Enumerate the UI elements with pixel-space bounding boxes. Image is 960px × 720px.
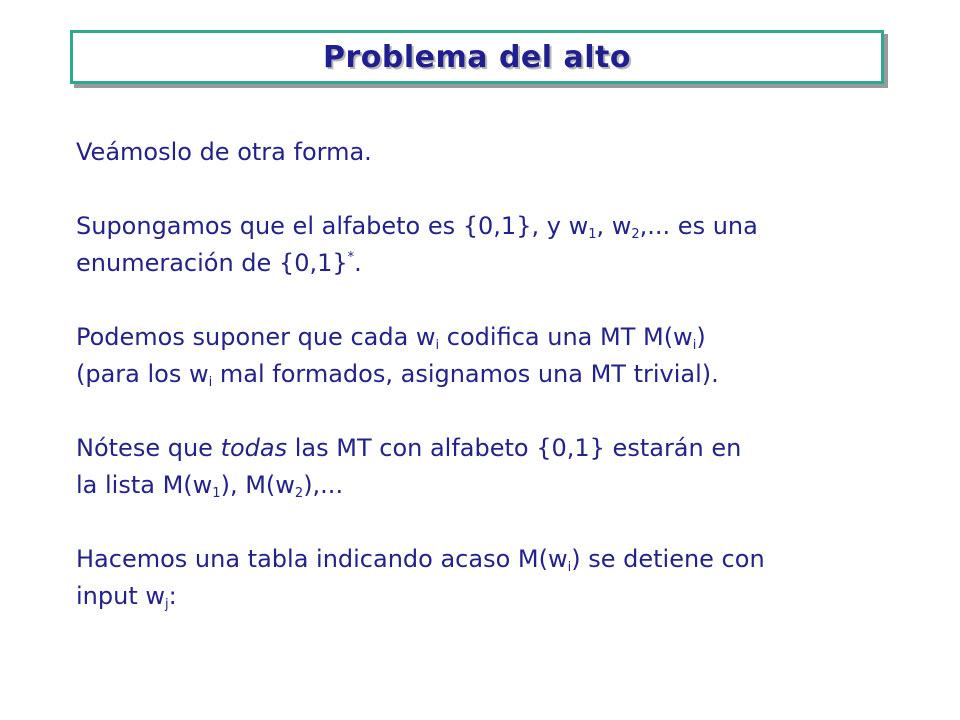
alltm-sub-1: 1 (212, 486, 221, 501)
alltm-emphasis: todas (220, 434, 288, 462)
encoding-sub-2: i (692, 338, 697, 353)
alphabet-kleene-star: * (347, 250, 355, 265)
alphabet-text-c: ,... es una (639, 212, 758, 240)
alphabet-text-e: . (354, 249, 362, 277)
table-sub-1: i (567, 560, 572, 575)
alltm-text-b: las MT con alfabeto {0,1} estarán en (287, 434, 742, 462)
paragraph-alphabet (76, 208, 916, 282)
table-text-b: ) se detiene con (571, 545, 765, 573)
alltm-text-a: Nótese que (76, 434, 221, 462)
encoding-text-b: codifica una MT M(w (439, 323, 693, 351)
encoding-sub-1: i (435, 338, 440, 353)
encoding-text-c: ) (696, 323, 706, 351)
paragraph-intro (76, 134, 916, 171)
encoding-sub-3: i (208, 375, 213, 390)
slide-body (76, 134, 916, 615)
paragraph-table (76, 541, 916, 615)
encoding-text-a: Podemos suponer que cada w (76, 323, 436, 351)
alltm-sub-2: 2 (294, 486, 304, 501)
paragraph-encoding (76, 319, 916, 393)
table-text-d: : (168, 582, 177, 610)
alphabet-text-d: enumeración de {0,1} (76, 249, 348, 277)
alphabet-text-a: Supongamos que el alfabeto es {0,1}, y w (76, 212, 589, 240)
table-text-c: input w (76, 582, 165, 610)
alltm-text-e: ),... (303, 471, 344, 499)
paragraph-all-tm (76, 430, 916, 504)
slide-title: Problema del alto (323, 39, 631, 75)
alltm-text-d: ), M(w (220, 471, 295, 499)
table-sub-2: j (165, 597, 169, 612)
intro-text: Veámoslo de otra forma. (76, 138, 372, 166)
alltm-text-c: la lista M(w (76, 471, 213, 499)
alphabet-sub-2: 2 (631, 227, 640, 242)
encoding-text-e: mal formados, asignamos una MT trivial). (212, 360, 719, 388)
table-text-a: Hacemos una tabla indicando acaso M(w (76, 545, 568, 573)
encoding-text-d: (para los w (76, 360, 209, 388)
title-box (70, 30, 884, 84)
alphabet-sub-1: 1 (588, 227, 597, 242)
alphabet-text-b: , w (596, 212, 632, 240)
